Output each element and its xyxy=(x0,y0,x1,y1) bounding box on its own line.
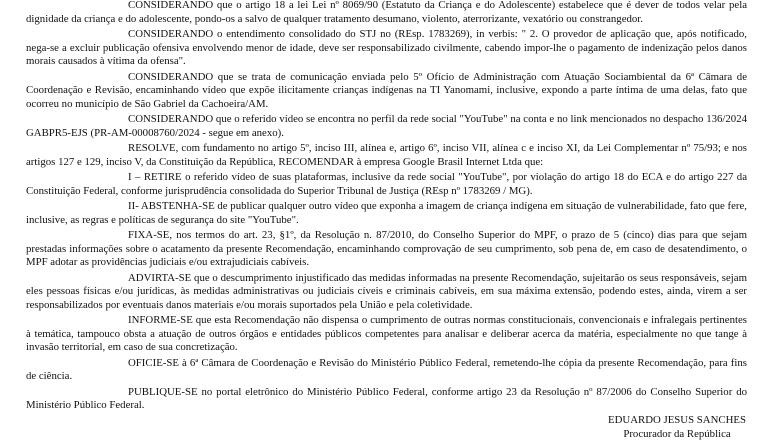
paragraph-publique-se: PUBLIQUE-SE no portal eletrônico do Ministério Público Federal, conforme artigo 23 da Resolução nº 87/2006 do Conselho Superior do Ministério Público Federal. xyxy=(26,385,747,411)
paragraph-considerando-video: CONSIDERANDO que o referido vídeo se encontra no perfil da rede social "YouTube" na conta e no link mencionados no despacho 136/2024 GABPR5-EJS (PR-AM-00008760/2024 - segue em anexo). xyxy=(26,113,747,139)
paragraph-considerando-comunicacao: CONSIDERANDO que se trata de comunicação enviada pelo 5º Ofício de Administração com Atuação Sociambiental da 6ª Câmara de Coordenação e Revisão, encaminhando vídeo que expõe ilicitamente crianças indígenas na TI Yanomami, inclusive, expondo a parte íntima de uma delas, fato que ocorreu no município de São Gabriel da Cachoeira/AM. xyxy=(26,70,747,110)
signature-block xyxy=(608,414,746,441)
paragraph-resolve: RESOLVE, com fundamento no artigo 5º, inciso III, alínea e, artigo 6º, inciso VII, alínea c e inciso XI, da Lei Complementar nº 75/93; e nos artigos 127 e 129, inciso V, da Constituição da República, RECOMENDAR à empresa Google Brasil Internet Ltda que: xyxy=(26,142,747,168)
paragraph-item-retire: I – RETIRE o referido vídeo de suas plataformas, inclusive da rede social "YouTube", por violação do artigo 18 do ECA e do artigo 227 da Constituição Federal, conforme jurisprudência consolidada do Superior Tribunal de Justiça (REsp nº 1783269 / MG). xyxy=(26,171,747,197)
paragraph-considerando-stj: CONSIDERANDO o entendimento consolidado do STJ no (REsp. 1783269), in verbis: " 2. O provedor de aplicação que, após notificado, nega-se a excluir publicação ofensiva envolvendo menor de idade, deve ser responsabilizado civilmente, cabendo impor-lhe o pagamento de indenização pelos danos morais causados à vítima da ofensa". xyxy=(26,28,747,67)
paragraph-considerando-eca: CONSIDERANDO que o artigo 18 a lei Lei nº 8069/90 (Estatuto da Criança e do Adolescente) estabelece que é dever de todos velar pela dignidade da criança e do adolescente, pondo-os a salvo de qualquer tratamento desumano, violento, aterrorizante, vexatório ou constrangedor. xyxy=(26,0,747,25)
paragraph-oficie-se: OFICIE-SE à 6ª Câmara de Coordenação e Revisão do Ministério Público Federal, remetendo-lhe cópia da presente Recomendação, para fins de ciência. xyxy=(26,356,747,382)
paragraph-informe-se: INFORME-SE que esta Recomendação não dispensa o cumprimento de outras normas constitucionais, convencionais e infralegais pertinentes à temática, tampouco obsta a atuação de outros órgãos e entidades públicos competentes para analisar e deliberar acerca da matéria, especialmente no que tange à invasão territorial, em caso de sua concretização. xyxy=(26,314,747,353)
signer-name: EDUARDO JESUS SANCHES xyxy=(608,414,746,426)
signer-role: Procurador da República xyxy=(623,427,731,440)
paragraph-item-abstenha: II- ABSTENHA-SE de publicar qualquer outro vídeo que exponha a imagem de criança indígena em situação de vulnerabilidade, fato que fere, inclusive, as regras e políticas de segurança do site "YouTube". xyxy=(26,200,747,226)
paragraph-advirta-se: ADVIRTA-SE que o descumprimento injustificado das medidas informadas na presente Recomendação, sujeitarão os seus responsáveis, sejam eles pessoas físicas e/ou jurídicas, às medidas administrativas ou judiciais cíveis e criminais cabíveis, em sua máxima extensão, podendo estes, ainda, virem a ser responsabilizados por eventuais danos materiais e/ou morais suportados pela União e pela coletividade. xyxy=(26,271,747,311)
paragraph-fixa-se: FIXA-SE, nos termos do art. 23, §1º, da Resolução n. 87/2010, do Conselho Superior do MPF, o prazo de 5 (cinco) dias para que sejam prestadas informações sobre o acatamento da presente Recomendação, encaminhando comprovação de seu cumprimento, sob pena de, em caso de desatendimento, o MPF adotar as providências judiciais e/ou extrajudiciais cabíveis. xyxy=(26,229,747,268)
